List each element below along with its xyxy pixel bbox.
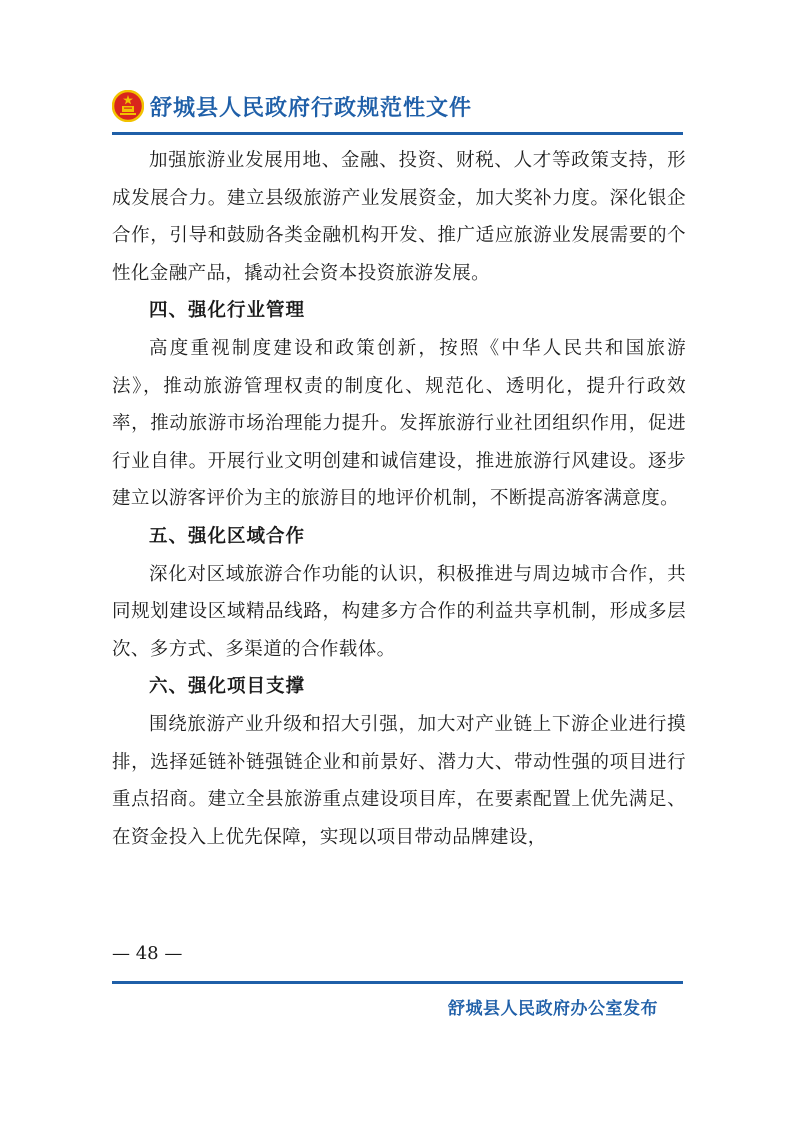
- publisher-footer: 舒城县人民政府办公室发布: [448, 999, 658, 1019]
- section-heading: 四、强化行业管理: [149, 300, 306, 322]
- document-body: [112, 142, 686, 856]
- page-number: — 48 —: [112, 943, 183, 964]
- paragraph: 深化对区域旅游合作功能的认识，积极推进与周边城市合作，共同规划建设区域精品线路，构建多方合作的利益共享机制，形成多层次、多方式、多渠道的合作载体。: [112, 563, 686, 660]
- national-emblem-icon: [112, 90, 144, 122]
- section-heading: 六、强化项目支撑: [149, 676, 306, 698]
- document-header: [112, 86, 472, 126]
- header-divider: [112, 132, 683, 135]
- section-heading: 五、强化区域合作: [149, 525, 306, 547]
- footer-divider: [112, 981, 683, 984]
- paragraph: 高度重视制度建设和政策创新，按照《中华人民共和国旅游法》，推动旅游管理权责的制度化、规范化、透明化，提升行政效率，推动旅游市场治理能力提升。发挥旅游行业社团组织作用，促进行业自律。开展行业文明创建和诚信建设，推进旅游行风建设。逐步建立以游客评价为主的旅游目的地评价机制，不断提高游客满意度。: [112, 337, 686, 510]
- header-title: 舒城县人民政府行政规范性文件: [150, 95, 473, 121]
- paragraph: 围绕旅游产业升级和招大引强，加大对产业链上下游企业进行摸排，选择延链补链强链企业和前景好、潜力大、带动性强的项目进行重点招商。建立全县旅游重点建设项目库，在要素配置上优先满足、在资金投入上优先保障，实现以项目带动品牌建设，: [112, 713, 686, 848]
- paragraph: 加强旅游业发展用地、金融、投资、财税、人才等政策支持，形成发展合力。建立县级旅游产业发展资金，加大奖补力度。深化银企合作，引导和鼓励各类金融机构开发、推广适应旅游业发展需要的个性化金融产品，撬动社会资本投资旅游发展。: [112, 150, 686, 284]
